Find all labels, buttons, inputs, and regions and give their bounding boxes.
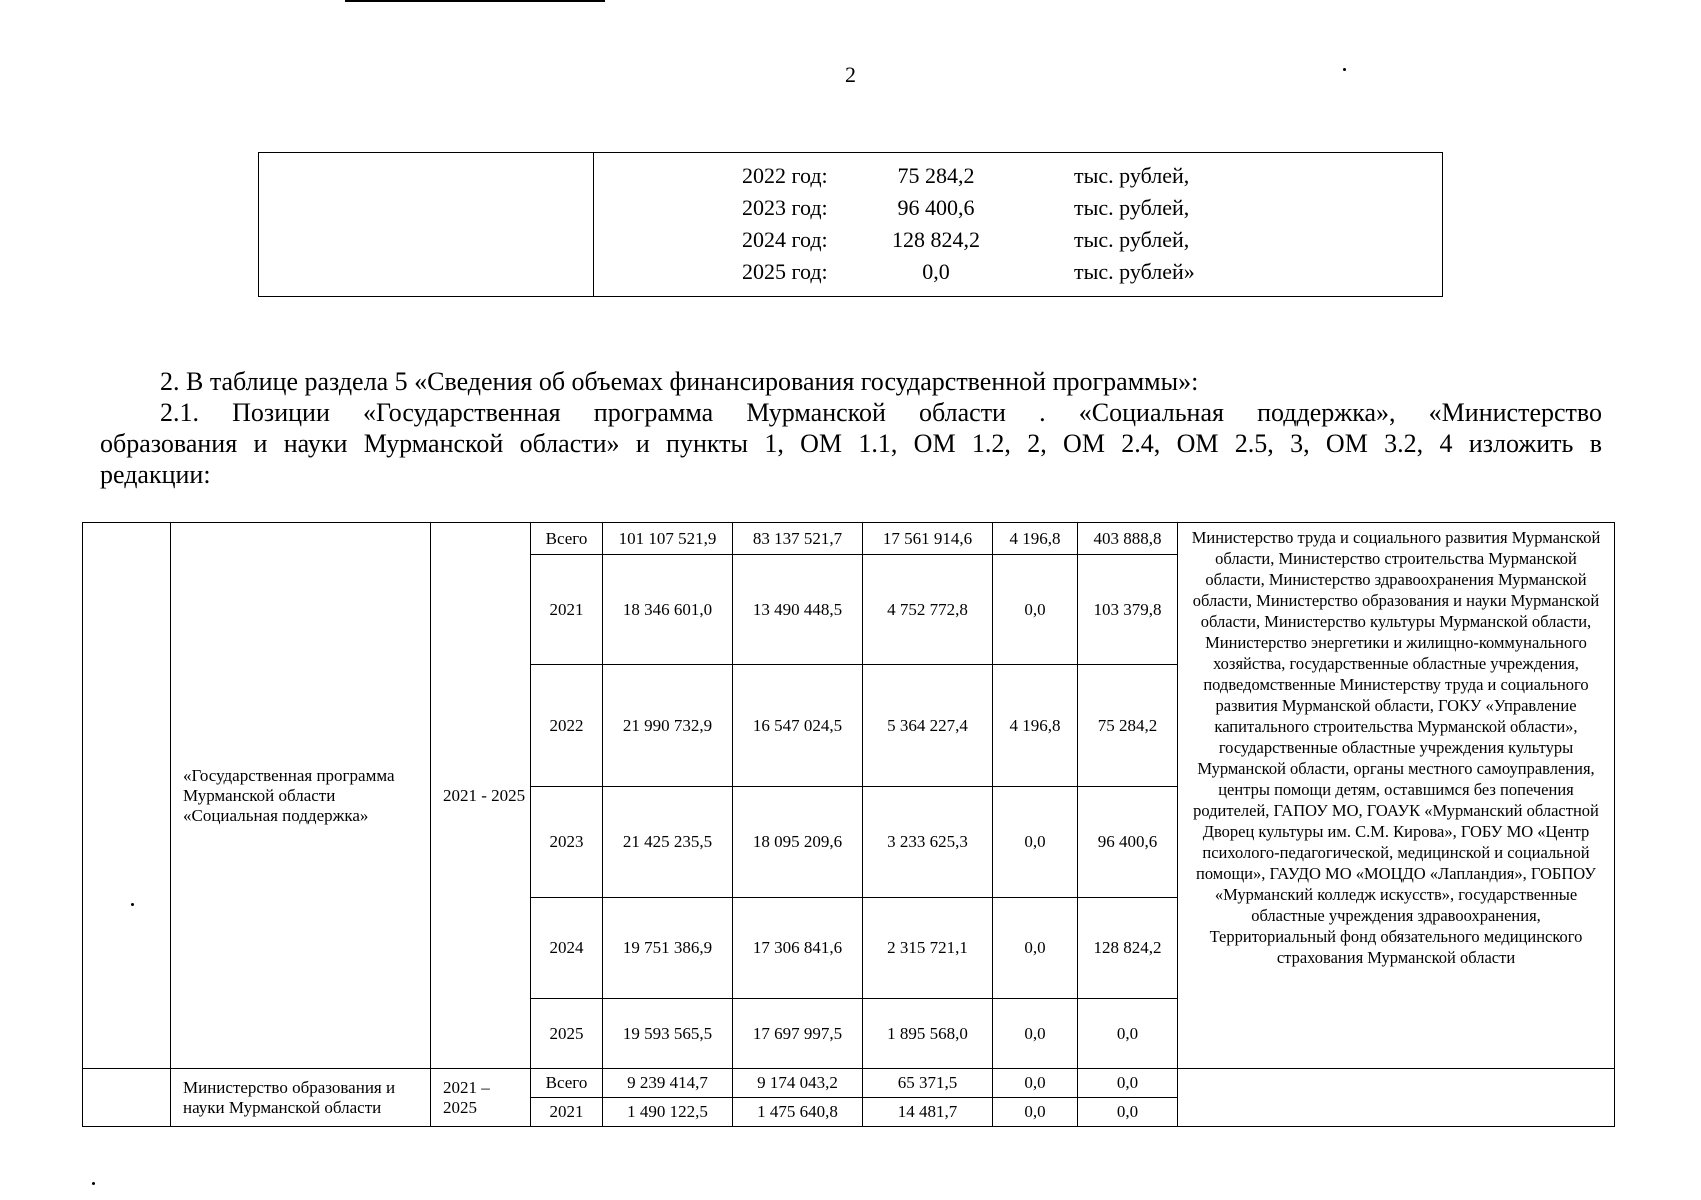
financing-row: 2024 год: 128 824,2 тыс. рублей, — [742, 227, 1190, 252]
table-row: 2023 21 425 235,5 18 095 209,6 3 233 625,3 0,0 96 400,6 — [83, 787, 1615, 898]
financing-continuation-box — [258, 152, 1443, 297]
program-name: «Государственная программа Мурманской области «Социальная поддержка» — [171, 523, 431, 1069]
top-rule — [345, 0, 605, 2]
program-period: 2021 - 2025 — [431, 523, 531, 1069]
stray-mark — [92, 1182, 95, 1185]
page-number: 2 — [845, 62, 856, 87]
financing-values-cell — [594, 153, 1442, 296]
stray-mark — [1343, 68, 1346, 71]
financing-table — [82, 522, 1615, 1127]
paragraph-section-5: 2. В таблице раздела 5 «Сведения об объемах финансирования государственной программы»: — [160, 367, 1199, 396]
program-executors: Министерство труда и социального развития Мурманской области, Министерство строительства Мурманской области, Министерство здравоохранения Мурманской области, Министерство образования и науки Мурманской области, Министерство культуры Мурманской области, Министерство энергетики и жилищно-коммунального хозяйства, государственные областные учреждения, подведомственные Министерству труда и социального развития Мурманской области, ГОКУ «Управление капитального строительства Мурманской области», государственные областные учреждения культуры Мурманской области, органы местного самоуправления, центры помощи детям, оставшимся без попечения родителей, ГАПОУ МО, ГОАУК «Мурманский областной Дворец культуры им. С.М. Кирова», ГОБУ МО «Центр психолого-педагогической, медицинской и социальной помощи», ГАУДО МО «МОЦДО «Лапландия», ГОБПОУ «Мурманский колледж искусств», государственные областные учреждения здравоохранения, Территориальный фонд обязательного медицинского страхования Мурманской области — [1178, 523, 1615, 1069]
number-cell — [83, 1069, 171, 1127]
table-row: «Государственная программа Мурманской области «Социальная поддержка» 2021 - 2025 Всего 101 107 521,9 83 137 521,7 17 561 914,6 4 196,8 403 888,8 Министерство труда и социального развития Мурманской области, Министерство строительства Мурманской области, Министерство здравоохранения Мурманской области, Министерство образования и науки Мурманской области, Министерство культуры Мурманской области, Министерство энергетики и жилищно-коммунального хозяйства, государственные областные учреждения, подведомственные Министерству труда и социального развития Мурманской области, ГОКУ «Управление капитального строительства Мурманской области», государственные областные учреждения культуры Мурманской области, органы местного самоуправления, центры помощи детям, оставшимся без попечения родителей, ГАПОУ МО, ГОАУК «Мурманский областной Дворец культуры им. С.М. Кирова», ГОБУ МО «Центр психолого-педагогической, медицинской и социальной помощи», ГАУДО МО «МОЦДО «Лапландия», ГОБПОУ «Мурманский колледж искусств», государственные областные учреждения здравоохранения, Территориальный фонд обязательного медицинского страхования Мурманской области — [83, 523, 1615, 555]
table-row: 2021 1 490 122,5 1 475 640,8 14 481,7 0,0 0,0 — [83, 1098, 1615, 1127]
ministry-period: 2021 – 2025 — [431, 1069, 531, 1127]
stray-mark — [131, 903, 134, 906]
financing-row: 2022 год: 75 284,2 тыс. рублей, — [742, 163, 1190, 188]
financing-row: 2025 год: 0,0 тыс. рублей» — [742, 259, 1195, 284]
table-row: 2021 18 346 601,0 13 490 448,5 4 752 772,8 0,0 103 379,8 — [83, 555, 1615, 665]
number-cell — [83, 523, 171, 1069]
table-row: 2025 19 593 565,5 17 697 997,5 1 895 568,0 0,0 0,0 — [83, 999, 1615, 1069]
financing-row: 2023 год: 96 400,6 тыс. рублей, — [742, 195, 1190, 220]
table-row: 2024 19 751 386,9 17 306 841,6 2 315 721,1 0,0 128 824,2 — [83, 898, 1615, 999]
ministry-name: Министерство образования и науки Мурманской области — [171, 1069, 431, 1127]
table-row: 2022 21 990 732,9 16 547 024,5 5 364 227,4 4 196,8 75 284,2 — [83, 665, 1615, 787]
table-row: Министерство образования и науки Мурманской области 2021 – 2025 Всего 9 239 414,7 9 174 043,2 65 371,5 0,0 0,0 — [83, 1069, 1615, 1098]
paragraph-2-1: 2.1. Позиции «Государственная программа Мурманской области . «Социальная поддержка», «Министерство образования и науки Мурманской области» и пункты 1, ОМ 1.1, ОМ 1.2, 2, ОМ 2.4, ОМ 2.5, 3, ОМ 3.2, 4 изложить в редакции: — [100, 398, 1602, 489]
financing-label-cell — [259, 153, 594, 296]
ministry-executors — [1178, 1069, 1615, 1127]
